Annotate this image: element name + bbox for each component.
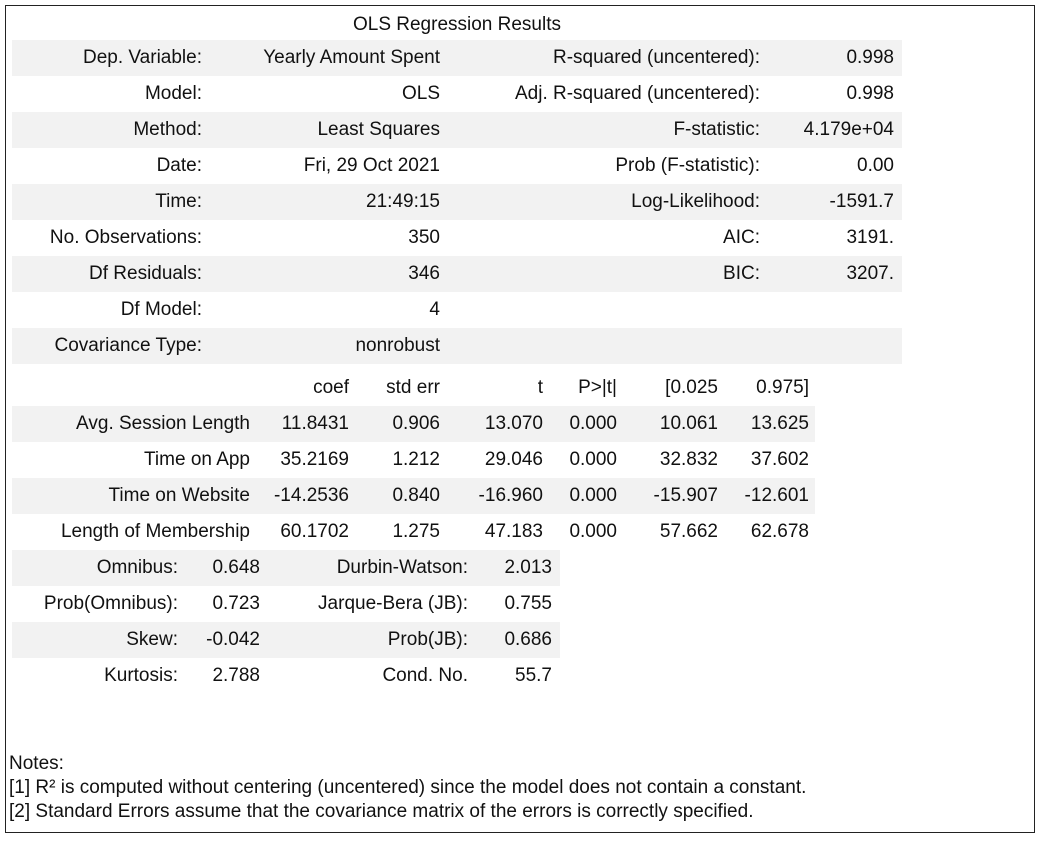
summary-value: 346 [210,256,448,292]
coefficient-row [12,514,815,550]
diagnostic-label: Prob(Omnibus): [43,593,178,614]
summary-label: AIC: [723,227,760,248]
coefficients-table [12,370,815,550]
diagnostic-label: Cond. No. [382,665,468,686]
coef-value: 60.1702 [280,521,349,542]
summary-row [12,292,902,328]
diagnostics-table [12,550,560,694]
column-header: std err [386,377,440,398]
diagnostic-value: 0.755 [504,593,552,614]
ci-upper: 62.678 [750,521,809,542]
column-header: [0.025 [665,377,718,398]
summary-label: Model: [144,83,202,104]
column-header: P>|t| [578,377,617,398]
summary-value: OLS [401,83,440,104]
summary-value [768,292,902,328]
summary-label: Df Model: [120,299,202,320]
p-value: 0.000 [569,521,617,542]
diagnostic-label: Skew: [12,622,186,658]
diagnostic-value: 2.013 [476,550,560,586]
summary-label: Log-Likelihood: [448,184,768,220]
coef-value: 35.2169 [280,449,349,470]
summary-label: Date: [156,155,202,176]
column-header: t [537,377,543,398]
t-value: 13.070 [446,406,549,442]
diagnostic-value: 0.686 [476,622,560,658]
coefficient-row [12,478,815,514]
variable-name: Length of Membership [60,521,250,542]
diagnostic-label: Omnibus: [12,550,186,586]
summary-label: Covariance Type: [12,328,210,364]
ci-lower: -15.907 [623,478,724,514]
note-item: [1] R² is computed without centering (uncentered) since the model does not contain a constant. [9,777,807,798]
summary-label: F-statistic: [448,112,768,148]
summary-table [12,10,902,364]
summary-label: BIC: [448,256,768,292]
summary-value: 3207. [768,256,902,292]
summary-value: 4 [429,299,440,320]
results-frame [5,5,1035,833]
summary-label: Prob (F-statistic): [615,155,760,176]
diagnostics-row [12,658,560,694]
summary-value: 0.998 [846,83,894,104]
diagnostic-label: Kurtosis: [104,665,178,686]
coefficients-header-row [12,370,815,406]
summary-value: 0.998 [768,40,902,76]
summary-label [448,292,768,328]
diagnostics-row [12,622,560,658]
column-header: 0.975] [756,377,809,398]
summary-value: -1591.7 [768,184,902,220]
summary-label [448,328,768,364]
p-value: 0.000 [549,478,623,514]
summary-value: 0.00 [857,155,894,176]
coefficient-row [12,406,815,442]
summary-value: 4.179e+04 [768,112,902,148]
ci-upper: 13.625 [724,406,815,442]
summary-label: Time: [12,184,210,220]
coef-value: -14.2536 [256,478,355,514]
column-header [12,370,256,406]
ci-upper: -12.601 [724,478,815,514]
summary-value: nonrobust [210,328,448,364]
ci-upper: 37.602 [750,449,809,470]
coef-value: 11.8431 [256,406,355,442]
summary-row [12,148,902,184]
p-value: 0.000 [569,449,617,470]
ci-lower: 32.832 [659,449,718,470]
t-value: 47.183 [484,521,543,542]
summary-label: Df Residuals: [12,256,210,292]
t-value: -16.960 [446,478,549,514]
summary-row [12,220,902,256]
notes-section [9,752,806,824]
diagnostic-label: Jarque-Bera (JB): [318,593,468,614]
std-err-value: 1.275 [392,521,440,542]
diagnostic-value: -0.042 [186,622,268,658]
notes-heading: Notes: [9,753,64,774]
summary-value: 3191. [846,227,894,248]
summary-row [12,328,902,364]
summary-row [12,40,902,76]
summary-value [768,328,902,364]
std-err-value: 0.906 [355,406,446,442]
diagnostic-value: 0.648 [186,550,268,586]
diagnostic-value: 2.788 [212,665,260,686]
variable-name: Time on Website [12,478,256,514]
summary-label: Dep. Variable: [12,40,210,76]
summary-value: Fri, 29 Oct 2021 [303,155,440,176]
summary-value: Yearly Amount Spent [210,40,448,76]
summary-label: Method: [12,112,210,148]
std-err-value: 1.212 [392,449,440,470]
summary-row [12,256,902,292]
summary-row [12,112,902,148]
t-value: 29.046 [484,449,543,470]
p-value: 0.000 [549,406,623,442]
summary-label: Adj. R-squared (uncentered): [514,83,760,104]
diagnostic-value: 0.723 [212,593,260,614]
std-err-value: 0.840 [355,478,446,514]
summary-value: 350 [408,227,440,248]
variable-name: Time on App [144,449,250,470]
diagnostics-row [12,550,560,586]
ci-lower: 57.662 [659,521,718,542]
summary-row [12,76,902,112]
column-header: coef [313,377,349,398]
diagnostic-label: Durbin-Watson: [268,550,476,586]
diagnostic-value: 55.7 [515,665,552,686]
summary-label: No. Observations: [49,227,202,248]
summary-row [12,184,902,220]
summary-title: OLS Regression Results [352,14,562,35]
variable-name: Avg. Session Length [12,406,256,442]
diagnostic-label: Prob(JB): [268,622,476,658]
summary-value: 21:49:15 [210,184,448,220]
summary-label: R-squared (uncentered): [448,40,768,76]
ci-lower: 10.061 [623,406,724,442]
coefficient-row [12,442,815,478]
diagnostics-row [12,586,560,622]
note-item: [2] Standard Errors assume that the covariance matrix of the errors is correctly specified. [9,801,754,822]
summary-value: Least Squares [210,112,448,148]
